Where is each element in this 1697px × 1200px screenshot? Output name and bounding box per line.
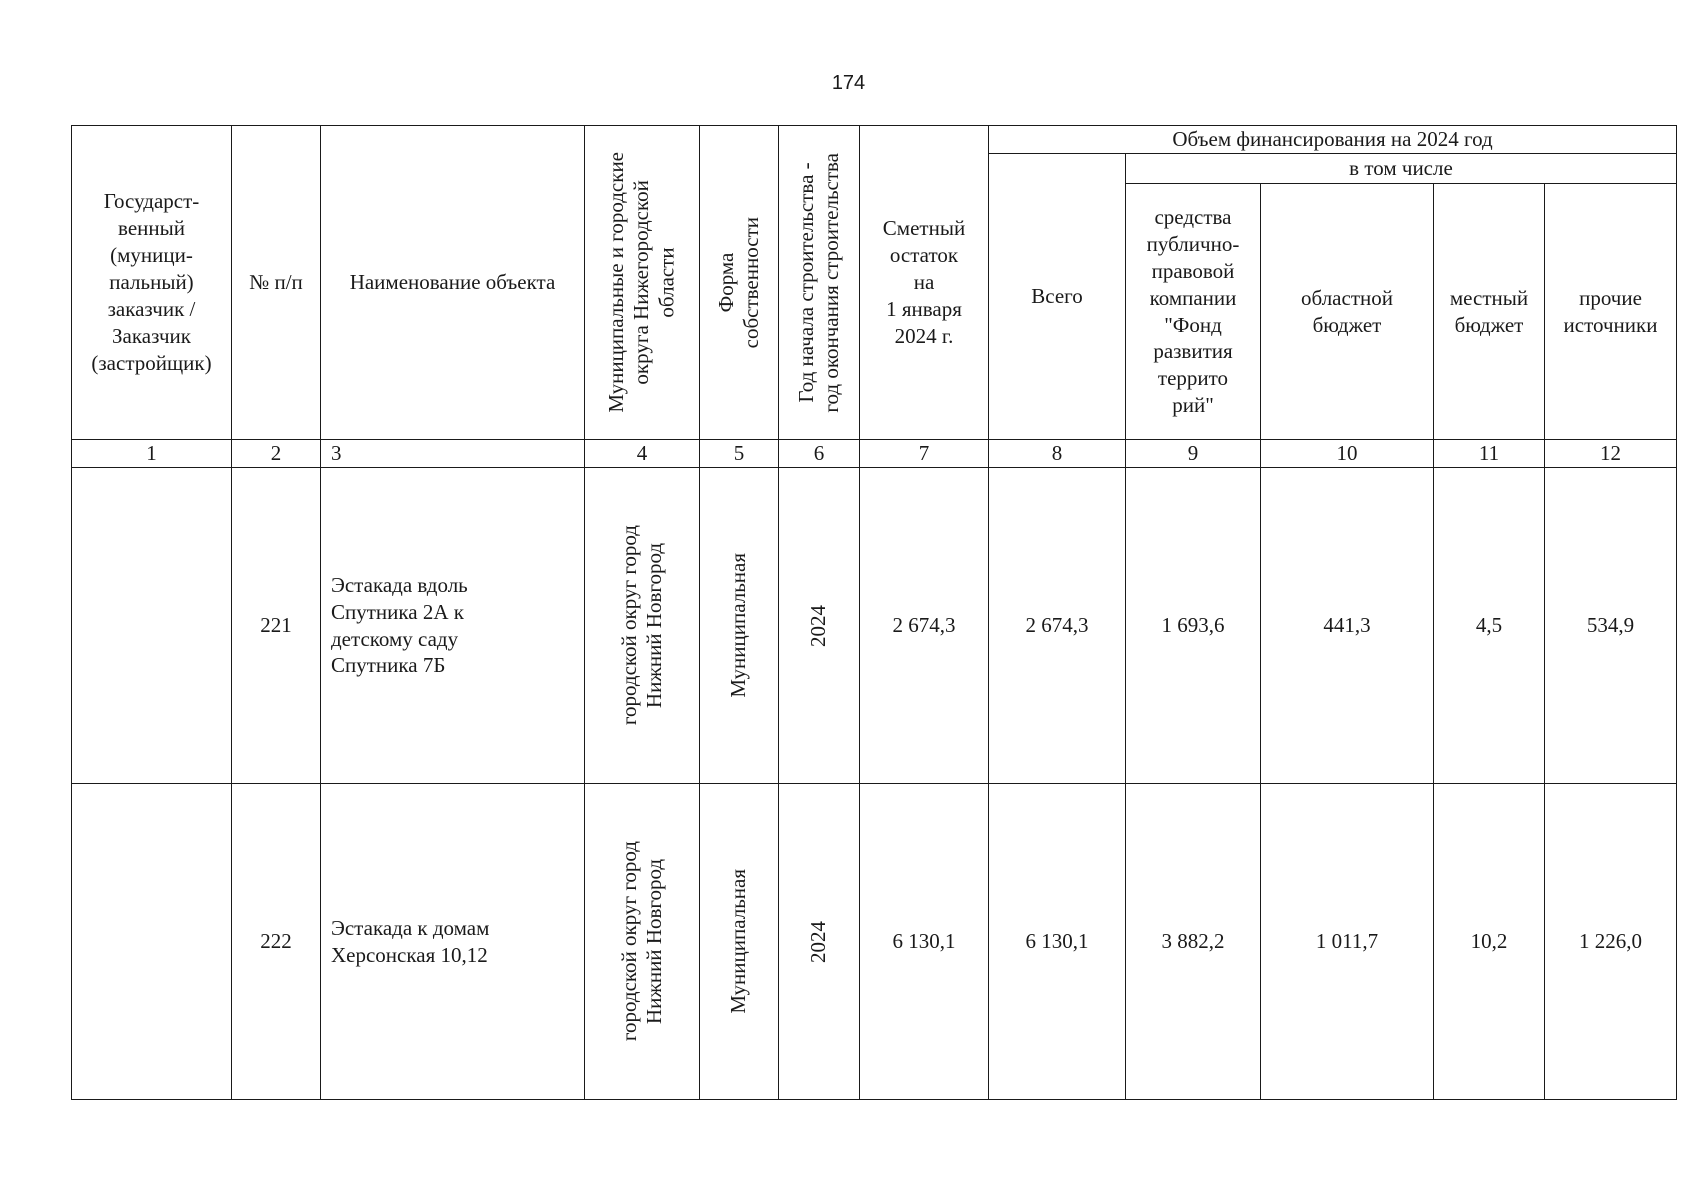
header-including: в том числе <box>1126 154 1677 184</box>
row-regional: 1 011,7 <box>1261 784 1434 1100</box>
column-number: 6 <box>779 440 860 468</box>
row-number: 222 <box>232 784 321 1100</box>
row-other: 534,9 <box>1545 468 1677 784</box>
row-estimate-balance: 2 674,3 <box>860 468 989 784</box>
row-customer <box>72 784 232 1100</box>
header-municipality-label: Муниципальные и городские округа Нижегородской области <box>604 152 679 413</box>
table-row <box>72 784 1677 1100</box>
header-municipality <box>585 126 700 440</box>
header-fund: средства публично- правовой компании "Фонд развития террито рий" <box>1126 184 1261 440</box>
row-years <box>779 784 860 1100</box>
row-fund: 3 882,2 <box>1126 784 1261 1100</box>
row-object-name: Эстакада к домам Херсонская 10,12 <box>321 784 585 1100</box>
column-number-row <box>72 440 1677 468</box>
header-years <box>779 126 860 440</box>
row-ownership-label: Муниципальная <box>726 553 751 698</box>
row-years-label: 2024 <box>806 920 831 963</box>
row-fund: 1 693,6 <box>1126 468 1261 784</box>
column-number: 11 <box>1434 440 1545 468</box>
column-number: 10 <box>1261 440 1434 468</box>
row-estimate-balance: 6 130,1 <box>860 784 989 1100</box>
row-local: 4,5 <box>1434 468 1545 784</box>
row-customer <box>72 468 232 784</box>
header-ownership <box>700 126 779 440</box>
header-estimate-balance: Сметный остаток на 1 января 2024 г. <box>860 126 989 440</box>
header-other: прочие источники <box>1545 184 1677 440</box>
row-other: 1 226,0 <box>1545 784 1677 1100</box>
column-number: 9 <box>1126 440 1261 468</box>
header-row-1 <box>72 126 1677 154</box>
header-local: местный бюджет <box>1434 184 1545 440</box>
column-number: 4 <box>585 440 700 468</box>
row-ownership-label: Муниципальная <box>726 869 751 1014</box>
page-number: 174 <box>831 72 866 94</box>
row-object-name: Эстакада вдоль Спутника 2А к детскому саду Спутника 7Б <box>321 468 585 784</box>
table-row <box>72 468 1677 784</box>
row-number: 221 <box>232 468 321 784</box>
row-municipality-label: городской округ город Нижний Новгород <box>616 841 666 1042</box>
row-total: 6 130,1 <box>989 784 1126 1100</box>
column-number: 1 <box>72 440 232 468</box>
row-years <box>779 468 860 784</box>
row-ownership <box>700 468 779 784</box>
financing-table <box>71 125 1677 1100</box>
header-total: Всего <box>989 154 1126 440</box>
column-number: 7 <box>860 440 989 468</box>
header-years-label: Год начала строительства - год окончания строительства <box>793 152 843 413</box>
row-total: 2 674,3 <box>989 468 1126 784</box>
row-regional: 441,3 <box>1261 468 1434 784</box>
column-number: 2 <box>232 440 321 468</box>
row-municipality-label: городской округ город Нижний Новгород <box>616 525 666 726</box>
header-object-name: Наименование объекта <box>321 126 585 440</box>
row-municipality <box>585 784 700 1100</box>
column-number: 5 <box>700 440 779 468</box>
header-ownership-label: Форма собственности <box>713 216 763 349</box>
column-number: 8 <box>989 440 1126 468</box>
header-number: № п/п <box>232 126 321 440</box>
header-customer: Государст- венный (муници- пальный) заказчик / Заказчик (застройщик) <box>72 126 232 440</box>
header-funding-volume: Объем финансирования на 2024 год <box>989 126 1677 154</box>
row-municipality <box>585 468 700 784</box>
column-number: 3 <box>321 440 585 468</box>
row-years-label: 2024 <box>806 604 831 647</box>
row-ownership <box>700 784 779 1100</box>
column-number: 12 <box>1545 440 1677 468</box>
row-local: 10,2 <box>1434 784 1545 1100</box>
header-regional: областной бюджет <box>1261 184 1434 440</box>
